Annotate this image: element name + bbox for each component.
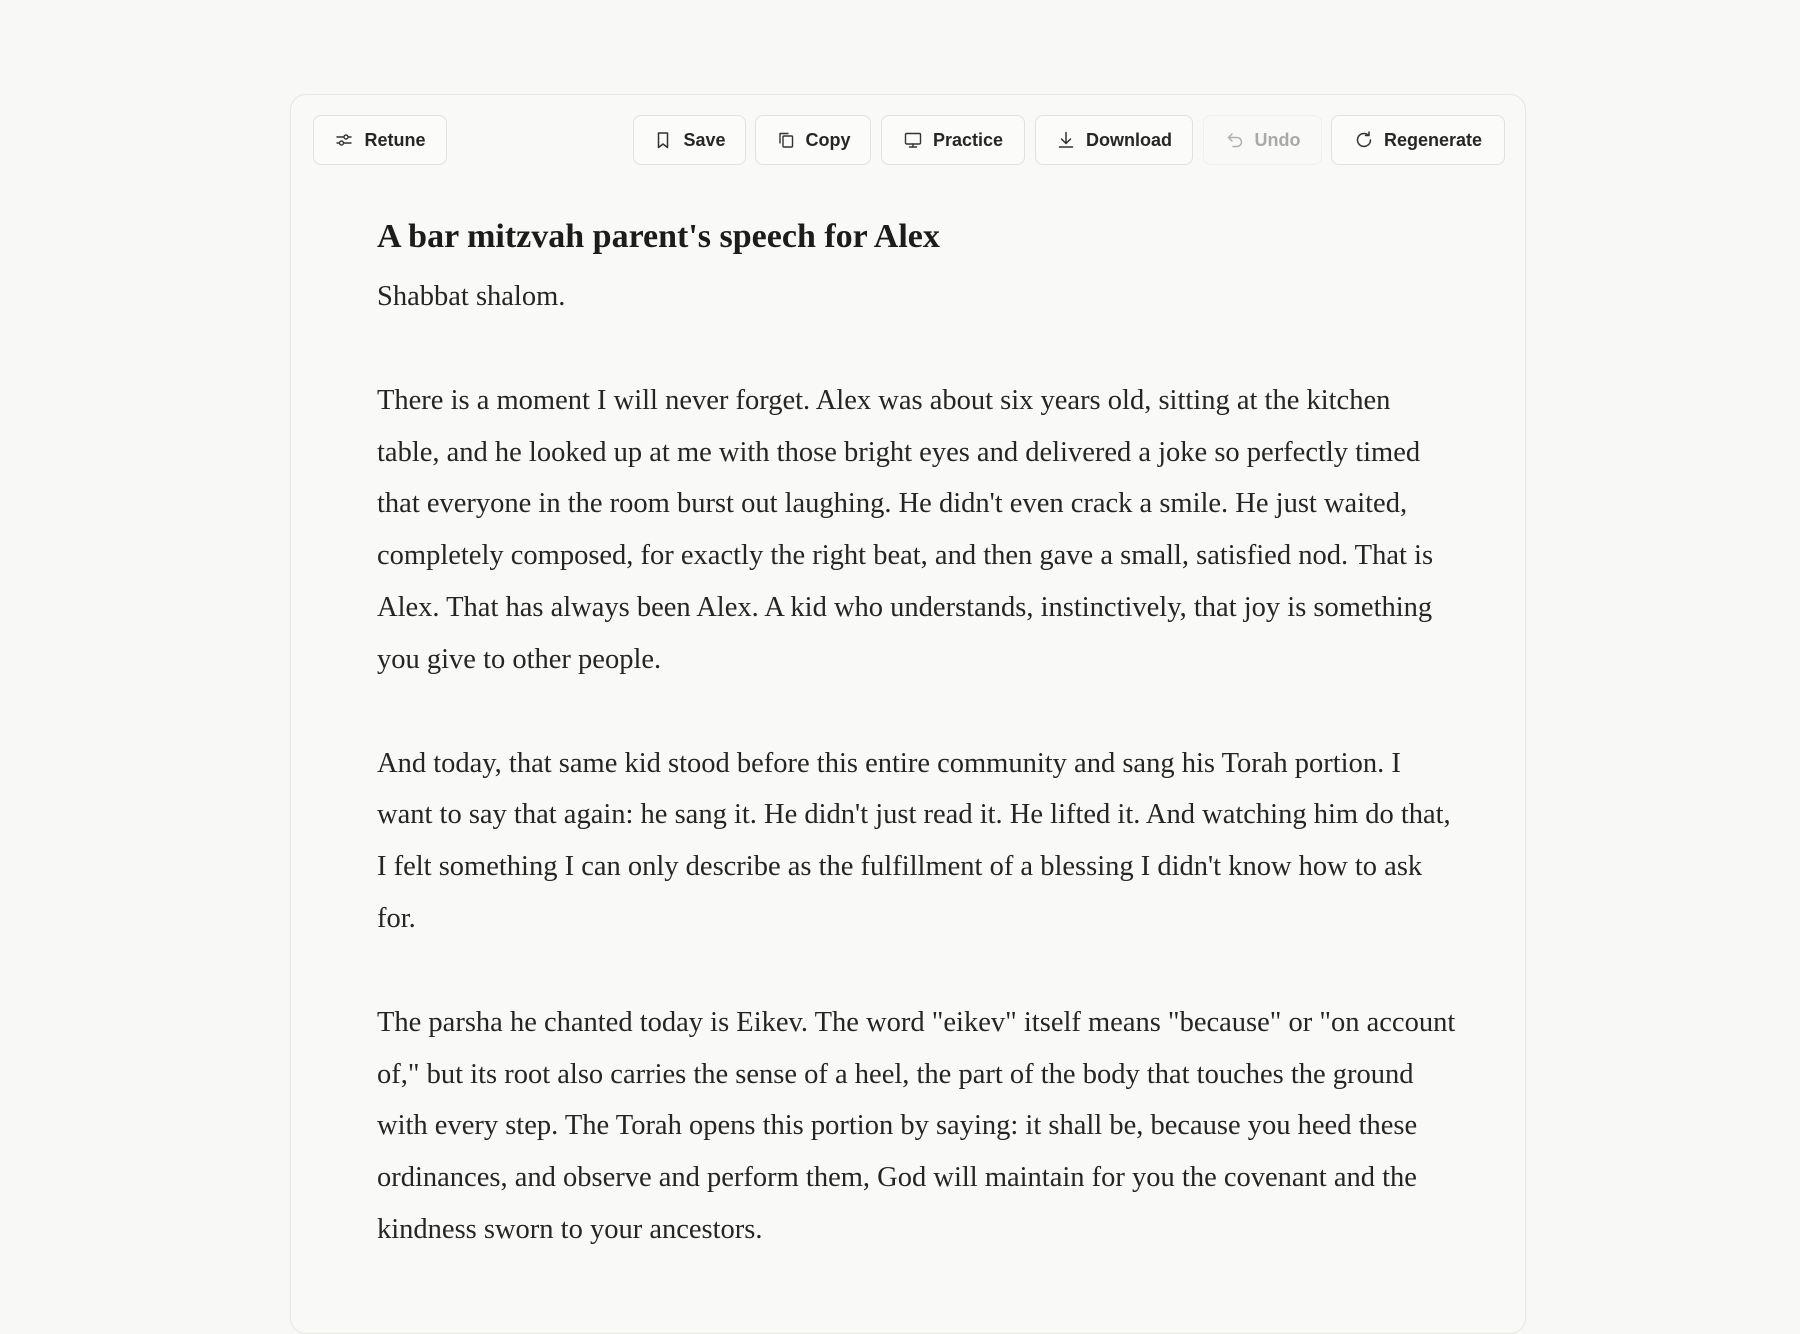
copy-icon [776, 130, 796, 150]
undo-label: Undo [1254, 129, 1301, 150]
toolbar [313, 115, 1503, 165]
speech-paragraph: There is a moment I will never forget. Alex was about six years old, sitting at the kitchen table, and he looked up at me with those bright eyes and delivered a joke so perfectly timed that everyone in the room burst out laughing. He didn't even crack a smile. He just waited, completely composed, for exactly the right beat, and then gave a small, satisfied nod. That is Alex. That has always been Alex. A kid who understands, instinctively, that joy is something you give to other people. [377, 384, 1434, 675]
monitor-icon [903, 130, 923, 150]
speech-paragraph: And today, that same kid stood before this entire community and sang his Torah portion. I want to say that again: he sang it. He didn't just read it. He lifted it. And watching him do that, I felt something I can only describe as the fulfillment of a blessing I didn't know how to ask for. [377, 747, 1451, 934]
refresh-icon [1354, 130, 1374, 150]
practice-button[interactable] [881, 115, 1025, 165]
bookmark-icon [653, 130, 673, 150]
download-label: Download [1086, 129, 1172, 150]
copy-button[interactable] [755, 115, 871, 165]
retune-label: Retune [364, 129, 426, 150]
retune-button[interactable] [313, 115, 447, 165]
save-button[interactable] [633, 115, 746, 165]
practice-label: Practice [932, 129, 1004, 150]
speech-content [377, 215, 1457, 1256]
speech-title: A bar mitzvah parent's speech for Alex [377, 218, 940, 255]
save-label: Save [683, 129, 726, 150]
speech-card [290, 94, 1526, 1334]
speech-paragraph: Shabbat shalom. [377, 281, 566, 312]
download-icon [1056, 130, 1076, 150]
regenerate-button[interactable] [1331, 115, 1505, 165]
regenerate-label: Regenerate [1383, 129, 1483, 150]
copy-label: Copy [805, 129, 851, 150]
download-button[interactable] [1035, 115, 1193, 165]
undo-button[interactable] [1203, 115, 1322, 165]
speech-paragraph: The parsha he chanted today is Eikev. The word "eikev" itself means "because" or "on account of," but its root also carries the sense of a heel, the part of the body that touches the ground with every step. The Torah opens this portion by saying: it shall be, because you heed these ordinances, and observe and perform them, God will maintain for you the covenant and the kindness sworn to your ancestors. [377, 1006, 1456, 1245]
sliders-icon [334, 130, 354, 150]
undo-icon [1225, 130, 1245, 150]
